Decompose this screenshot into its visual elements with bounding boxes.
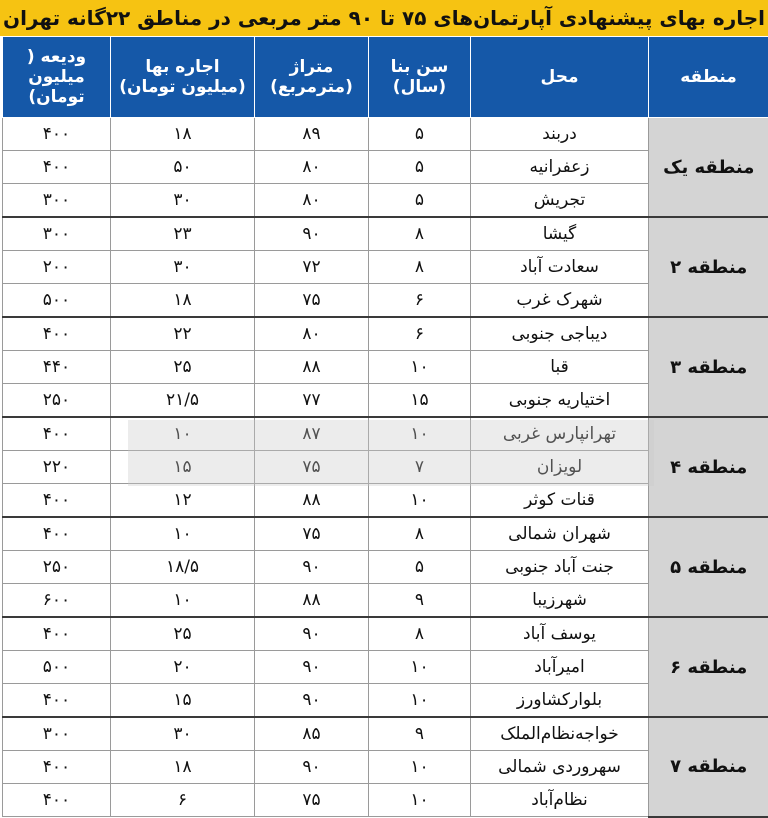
- deposit-cell: ۲۵۰: [3, 384, 111, 418]
- deposit-cell: ۴۰۰: [3, 784, 111, 817]
- place-cell: تهرانپارس غربی: [471, 417, 649, 451]
- header-age: سن بنا (سال): [369, 37, 471, 118]
- deposit-cell: ۴۰۰: [3, 317, 111, 351]
- deposit-cell: ۲۲۰: [3, 451, 111, 484]
- age-cell: ۵: [369, 118, 471, 151]
- rent-cell: ۶: [111, 784, 255, 817]
- deposit-cell: ۴۰۰: [3, 684, 111, 718]
- deposit-cell: ۵۰۰: [3, 284, 111, 318]
- rent-cell: ۱۸: [111, 751, 255, 784]
- table-row: [3, 617, 768, 651]
- area-cell: ۷۵: [255, 517, 369, 551]
- deposit-cell: ۴۰۰: [3, 617, 111, 651]
- rent-cell: ۲۰: [111, 651, 255, 684]
- area-cell: ۸۵: [255, 717, 369, 751]
- age-cell: ۸: [369, 217, 471, 251]
- area-cell: ۸۹: [255, 118, 369, 151]
- deposit-cell: ۴۰۰: [3, 484, 111, 518]
- header-rent: اجاره بها (میلیون تومان): [111, 37, 255, 118]
- rent-cell: ۱۰: [111, 417, 255, 451]
- place-cell: خواجه‌نظام‌الملک: [471, 717, 649, 751]
- age-cell: ۵: [369, 151, 471, 184]
- age-cell: ۱۰: [369, 484, 471, 518]
- deposit-cell: ۴۰۰: [3, 517, 111, 551]
- rent-cell: ۱۵: [111, 684, 255, 718]
- header-row: [3, 37, 768, 118]
- age-cell: ۱۰: [369, 417, 471, 451]
- age-cell: ۱۰: [369, 751, 471, 784]
- age-cell: ۶: [369, 317, 471, 351]
- deposit-cell: ۳۰۰: [3, 184, 111, 218]
- deposit-cell: ۳۰۰: [3, 717, 111, 751]
- age-cell: ۸: [369, 617, 471, 651]
- area-cell: ۷۵: [255, 784, 369, 817]
- area-cell: ۸۷: [255, 417, 369, 451]
- area-cell: ۷۵: [255, 451, 369, 484]
- area-cell: ۹۰: [255, 651, 369, 684]
- area-cell: ۹۰: [255, 217, 369, 251]
- age-cell: ۱۰: [369, 351, 471, 384]
- deposit-cell: ۴۰۰: [3, 118, 111, 151]
- area-cell: ۸۸: [255, 351, 369, 384]
- place-cell: شهرزیبا: [471, 584, 649, 618]
- area-cell: ۷۵: [255, 284, 369, 318]
- table-row: [3, 517, 768, 551]
- place-cell: دیباجی جنوبی: [471, 317, 649, 351]
- place-cell: شهران شمالی: [471, 517, 649, 551]
- place-cell: شهرک غرب: [471, 284, 649, 318]
- area-cell: ۹۰: [255, 684, 369, 718]
- age-cell: ۱۰: [369, 784, 471, 817]
- deposit-cell: ۵۰۰: [3, 651, 111, 684]
- rent-cell: ۲۵: [111, 351, 255, 384]
- area-cell: ۸۰: [255, 151, 369, 184]
- rent-cell: ۱۸: [111, 284, 255, 318]
- deposit-cell: ۶۰۰: [3, 584, 111, 618]
- age-cell: ۱۰: [369, 684, 471, 718]
- age-cell: ۹: [369, 717, 471, 751]
- age-cell: ۱۰: [369, 651, 471, 684]
- area-cell: ۸۰: [255, 184, 369, 218]
- deposit-cell: ۴۰۰: [3, 751, 111, 784]
- rent-cell: ۱۰: [111, 584, 255, 618]
- deposit-cell: ۴۰۰: [3, 151, 111, 184]
- table-row: [3, 317, 768, 351]
- area-cell: ۸۸: [255, 484, 369, 518]
- age-cell: ۷: [369, 451, 471, 484]
- region-cell: منطقه ۶: [649, 617, 768, 717]
- age-cell: ۸: [369, 251, 471, 284]
- area-cell: ۷۲: [255, 251, 369, 284]
- age-cell: ۹: [369, 584, 471, 618]
- area-cell: ۸۰: [255, 317, 369, 351]
- table-row: [3, 118, 768, 151]
- place-cell: لویزان: [471, 451, 649, 484]
- deposit-cell: ۴۰۰: [3, 417, 111, 451]
- area-cell: ۸۸: [255, 584, 369, 618]
- rent-table: [2, 36, 768, 818]
- place-cell: گیشا: [471, 217, 649, 251]
- age-cell: ۵: [369, 184, 471, 218]
- place-cell: سعادت آباد: [471, 251, 649, 284]
- area-cell: ۹۰: [255, 751, 369, 784]
- place-cell: دربند: [471, 118, 649, 151]
- header-deposit: ودیعه ( میلیون تومان): [3, 37, 111, 118]
- region-cell: منطقه ۵: [649, 517, 768, 617]
- place-cell: جنت آباد جنوبی: [471, 551, 649, 584]
- header-region: منطقه: [649, 37, 768, 118]
- rent-cell: ۲۱/۵: [111, 384, 255, 418]
- region-cell: منطقه ۷: [649, 717, 768, 817]
- place-cell: یوسف آباد: [471, 617, 649, 651]
- header-area: متراژ (مترمربع): [255, 37, 369, 118]
- age-cell: ۵: [369, 551, 471, 584]
- place-cell: نظام‌آباد: [471, 784, 649, 817]
- table-body: [3, 118, 768, 817]
- rent-cell: ۲۵: [111, 617, 255, 651]
- age-cell: ۱۵: [369, 384, 471, 418]
- deposit-cell: ۳۰۰: [3, 217, 111, 251]
- place-cell: قنات کوثر: [471, 484, 649, 518]
- rent-cell: ۱۸/۵: [111, 551, 255, 584]
- place-cell: سهروردی شمالی: [471, 751, 649, 784]
- region-cell: منطقه ۳: [649, 317, 768, 417]
- place-cell: تجریش: [471, 184, 649, 218]
- area-cell: ۹۰: [255, 551, 369, 584]
- place-cell: زعفرانیه: [471, 151, 649, 184]
- rent-cell: ۱۲: [111, 484, 255, 518]
- place-cell: اختیاریه جنوبی: [471, 384, 649, 418]
- region-cell: منطقه ۲: [649, 217, 768, 317]
- rent-cell: ۱۰: [111, 517, 255, 551]
- table-row: [3, 717, 768, 751]
- place-cell: بلوارکشاورز: [471, 684, 649, 718]
- age-cell: ۶: [369, 284, 471, 318]
- deposit-cell: ۲۵۰: [3, 551, 111, 584]
- table-row: [3, 217, 768, 251]
- deposit-cell: ۲۰۰: [3, 251, 111, 284]
- rent-cell: ۵۰: [111, 151, 255, 184]
- header-place: محل: [471, 37, 649, 118]
- area-cell: ۷۷: [255, 384, 369, 418]
- rent-cell: ۳۰: [111, 184, 255, 218]
- place-cell: قبا: [471, 351, 649, 384]
- rent-cell: ۲۲: [111, 317, 255, 351]
- rent-cell: ۳۰: [111, 717, 255, 751]
- rent-cell: ۳۰: [111, 251, 255, 284]
- place-cell: امیرآباد: [471, 651, 649, 684]
- region-cell: منطقه یک: [649, 118, 768, 218]
- age-cell: ۸: [369, 517, 471, 551]
- table-row: [3, 417, 768, 451]
- deposit-cell: ۴۴۰: [3, 351, 111, 384]
- rent-cell: ۱۸: [111, 118, 255, 151]
- area-cell: ۹۰: [255, 617, 369, 651]
- table-title: اجاره بهای پیشنهادی آپارتمان‌های ۷۵ تا ۹۰ متر مربعی در مناطق ۲۲گانه تهران: [0, 0, 768, 36]
- rent-cell: ۱۵: [111, 451, 255, 484]
- region-cell: منطقه ۴: [649, 417, 768, 517]
- rent-cell: ۲۳: [111, 217, 255, 251]
